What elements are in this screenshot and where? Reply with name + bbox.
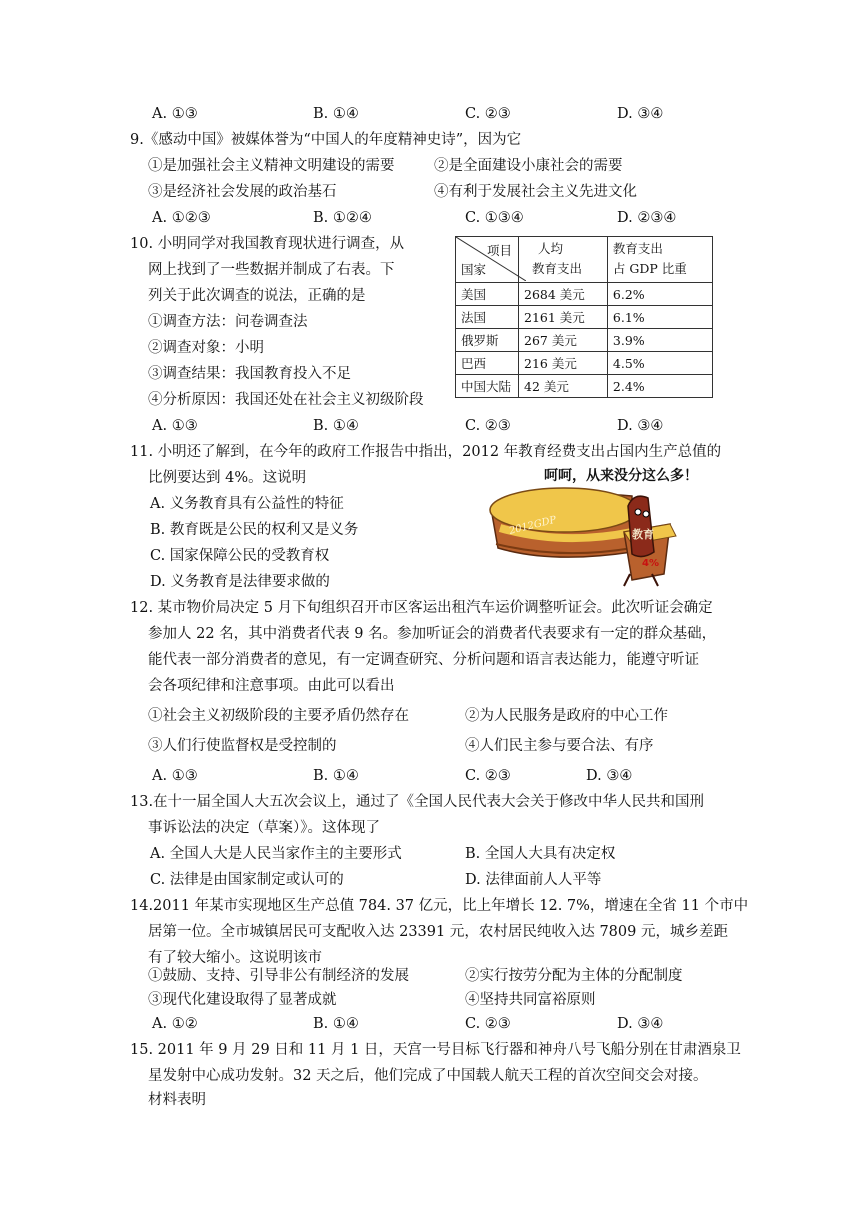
q11-option-a: A. 义务教育具有公益性的特征 xyxy=(150,496,344,512)
q14-option-d: D. ③④ xyxy=(617,1016,664,1032)
cell-country: 法国 xyxy=(456,306,519,329)
q14-option-a: A. ①② xyxy=(152,1016,198,1032)
q12-stem-line-4: 会各项纪律和注意事项。由此可以看出 xyxy=(148,678,395,694)
table-row xyxy=(456,352,713,375)
figure-eye xyxy=(643,511,649,517)
q12-option-c: C. ②③ xyxy=(465,768,511,784)
cell-spend: 216 美元 xyxy=(519,352,608,375)
cell-country: 巴西 xyxy=(456,352,519,375)
q13-option-d: D. 法律面前人人平等 xyxy=(465,872,602,888)
q15-stem-line-3: 材料表明 xyxy=(148,1092,206,1108)
q9-item-1: ①是加强社会主义精神文明建设的需要 xyxy=(148,158,395,174)
q12-option-d: D. ③④ xyxy=(586,768,633,784)
cell-country: 美国 xyxy=(456,283,519,306)
cell-country: 中国大陆 xyxy=(456,375,519,398)
q12-item-3: ③人们行使监督权是受控制的 xyxy=(148,738,337,754)
q9-stem: 9.《感动中国》被媒体誉为“中国人的年度精神史诗”，因为它 xyxy=(130,132,522,148)
q14-stem-line-2: 居第一位。全市城镇居民可支配收入达 23391 元，农村居民纯收入达 7809 元，城乡差距 xyxy=(148,924,728,940)
q12-item-2: ②为人民服务是政府的中心工作 xyxy=(465,708,668,724)
q12-option-a: A. ①③ xyxy=(152,768,198,784)
q9-option-a: A. ①②③ xyxy=(152,210,211,226)
q10-item-4: ④分析原因：我国还处在社会主义初级阶段 xyxy=(148,392,424,408)
q13-option-a: A. 全国人大是人民当家作主的主要形式 xyxy=(150,846,402,862)
q10-option-d: D. ③④ xyxy=(617,418,664,434)
q12-item-4: ④人们民主参与要合法、有序 xyxy=(465,738,654,754)
q11-option-d: D. 义务教育是法律要求做的 xyxy=(150,574,330,590)
q9-option-b: B. ①②④ xyxy=(313,210,372,226)
q14-item-1: ①鼓励、支持、引导非公有制经济的发展 xyxy=(148,968,409,984)
q14-option-b: B. ①④ xyxy=(313,1016,359,1032)
q8-option-b: B. ①④ xyxy=(313,106,359,122)
cell-ratio: 2.4% xyxy=(607,375,712,398)
q10-stem-line-1: 10. 小明同学对我国教育现状进行调查，从 xyxy=(130,236,405,252)
q9-option-d: D. ②③④ xyxy=(617,210,677,226)
q9-item-4: ④有利于发展社会主义先进文化 xyxy=(434,184,637,200)
cell-ratio: 6.2% xyxy=(607,283,712,306)
q10-option-a: A. ①③ xyxy=(152,418,198,434)
q10-item-3: ③调查结果：我国教育投入不足 xyxy=(148,366,351,382)
q14-item-3: ③现代化建设取得了显著成就 xyxy=(148,992,337,1008)
q15-stem-line-2: 星发射中心成功发射。32 天之后，他们完成了中国载人航天工程的首次空间交会对接。 xyxy=(148,1068,708,1084)
cartoon-caption: 呵呵，从来没分这么多！ xyxy=(544,468,698,484)
q14-option-c: C. ②③ xyxy=(465,1016,511,1032)
figure-eye xyxy=(635,509,641,515)
q8-option-c: C. ②③ xyxy=(465,106,511,122)
figure-label: 教育 xyxy=(632,528,654,541)
table-header-row xyxy=(456,237,713,283)
q8-option-d: D. ③④ xyxy=(617,106,664,122)
q8-option-a: A. ①③ xyxy=(152,106,198,122)
q15-stem-line-1: 15. 2011 年 9 月 29 日和 11 月 1 日，天宫一号目标飞行器和神舟八号飞船分别在甘肃酒泉卫 xyxy=(130,1042,741,1058)
q10-stem-line-3: 列关于此次调查的说法，正确的是 xyxy=(148,288,366,304)
cake-label: 2012GDP xyxy=(508,514,558,537)
q10-item-2: ②调查对象：小明 xyxy=(148,340,264,356)
header-per-capita-line-1: 人均 xyxy=(538,241,564,256)
q9-item-2: ②是全面建设小康社会的需要 xyxy=(434,158,623,174)
table-row xyxy=(456,329,713,352)
cell-spend: 267 美元 xyxy=(519,329,608,352)
cell-spend: 2684 美元 xyxy=(519,283,608,306)
education-figure xyxy=(628,496,654,556)
q14-stem-line-1: 14.2011 年某市实现地区生产总值 784. 37 亿元，比上年增长 12. 7%，增速在全省 11 个市中 xyxy=(130,898,749,914)
q10-option-b: B. ①④ xyxy=(313,418,359,434)
education-cake-cartoon xyxy=(482,462,722,588)
cell-ratio: 6.1% xyxy=(607,306,712,329)
header-gdp-ratio xyxy=(607,237,712,283)
q10-item-1: ①调查方法：问卷调查法 xyxy=(148,314,308,330)
q11-option-b: B. 教育既是公民的权利又是义务 xyxy=(150,522,359,538)
cell-spend: 42 美元 xyxy=(519,375,608,398)
cell-spend: 2161 美元 xyxy=(519,306,608,329)
cell-ratio: 3.9% xyxy=(607,329,712,352)
q11-stem-line-2: 比例要达到 4%。这说明 xyxy=(148,470,307,486)
q10-option-c: C. ②③ xyxy=(465,418,511,434)
header-per-capita-line-2: 教育支出 xyxy=(532,261,583,276)
slice-label: 4% xyxy=(642,558,659,569)
corner-label-country: 国家 xyxy=(461,262,487,277)
q12-option-b: B. ①④ xyxy=(313,768,359,784)
table-row xyxy=(456,283,713,306)
q10-stem-line-2: 网上找到了一些数据并制成了右表。下 xyxy=(148,262,395,278)
q13-stem-line-2: 事诉讼法的决定（草案）》。这体现了 xyxy=(148,820,380,836)
q14-item-4: ④坚持共同富裕原则 xyxy=(465,992,596,1008)
q12-item-1: ①社会主义初级阶段的主要矛盾仍然存在 xyxy=(148,708,409,724)
q9-option-c: C. ①③④ xyxy=(465,210,524,226)
q11-stem-line-1: 11. 小明还了解到，在今年的政府工作报告中指出，2012 年教育经费支出占国内生产总值的 xyxy=(130,444,722,460)
q13-option-c: C. 法律是由国家制定或认可的 xyxy=(150,872,344,888)
cell-country: 俄罗斯 xyxy=(456,329,519,352)
q11-option-c: C. 国家保障公民的受教育权 xyxy=(150,548,330,564)
table-row xyxy=(456,375,713,398)
cell-ratio: 4.5% xyxy=(607,352,712,375)
q12-stem-line-1: 12. 某市物价局决定 5 月下旬组织召开市区客运出租汽车运价调整听证会。此次听证会确定 xyxy=(130,600,713,616)
header-per-capita xyxy=(519,237,608,283)
q13-option-b: B. 全国人大具有决定权 xyxy=(465,846,616,862)
q9-item-3: ③是经济社会发展的政治基石 xyxy=(148,184,337,200)
corner-label-item: 项目 xyxy=(486,243,512,258)
header-gdp-ratio-line-1: 教育支出 xyxy=(612,241,663,256)
table-corner-cell xyxy=(456,237,519,283)
table-row xyxy=(456,306,713,329)
header-gdp-ratio-line-2: 占 GDP 比重 xyxy=(612,261,687,276)
education-spending-table xyxy=(455,236,713,398)
q14-item-2: ②实行按劳分配为主体的分配制度 xyxy=(465,968,683,984)
q12-stem-line-2: 参加人 22 名，其中消费者代表 9 名。参加听证会的消费者代表要求有一定的群众基础， xyxy=(148,626,717,642)
q13-stem-line-1: 13.在十一届全国人大五次会议上，通过了《全国人民代表大会关于修改中华人民共和国刑 xyxy=(130,794,705,810)
q12-stem-line-3: 能代表一部分消费者的意见，有一定调查研究、分析问题和语言表达能力，能遵守听证 xyxy=(148,652,699,668)
q14-stem-line-3: 有了较大缩小。这说明该市 xyxy=(148,950,322,966)
